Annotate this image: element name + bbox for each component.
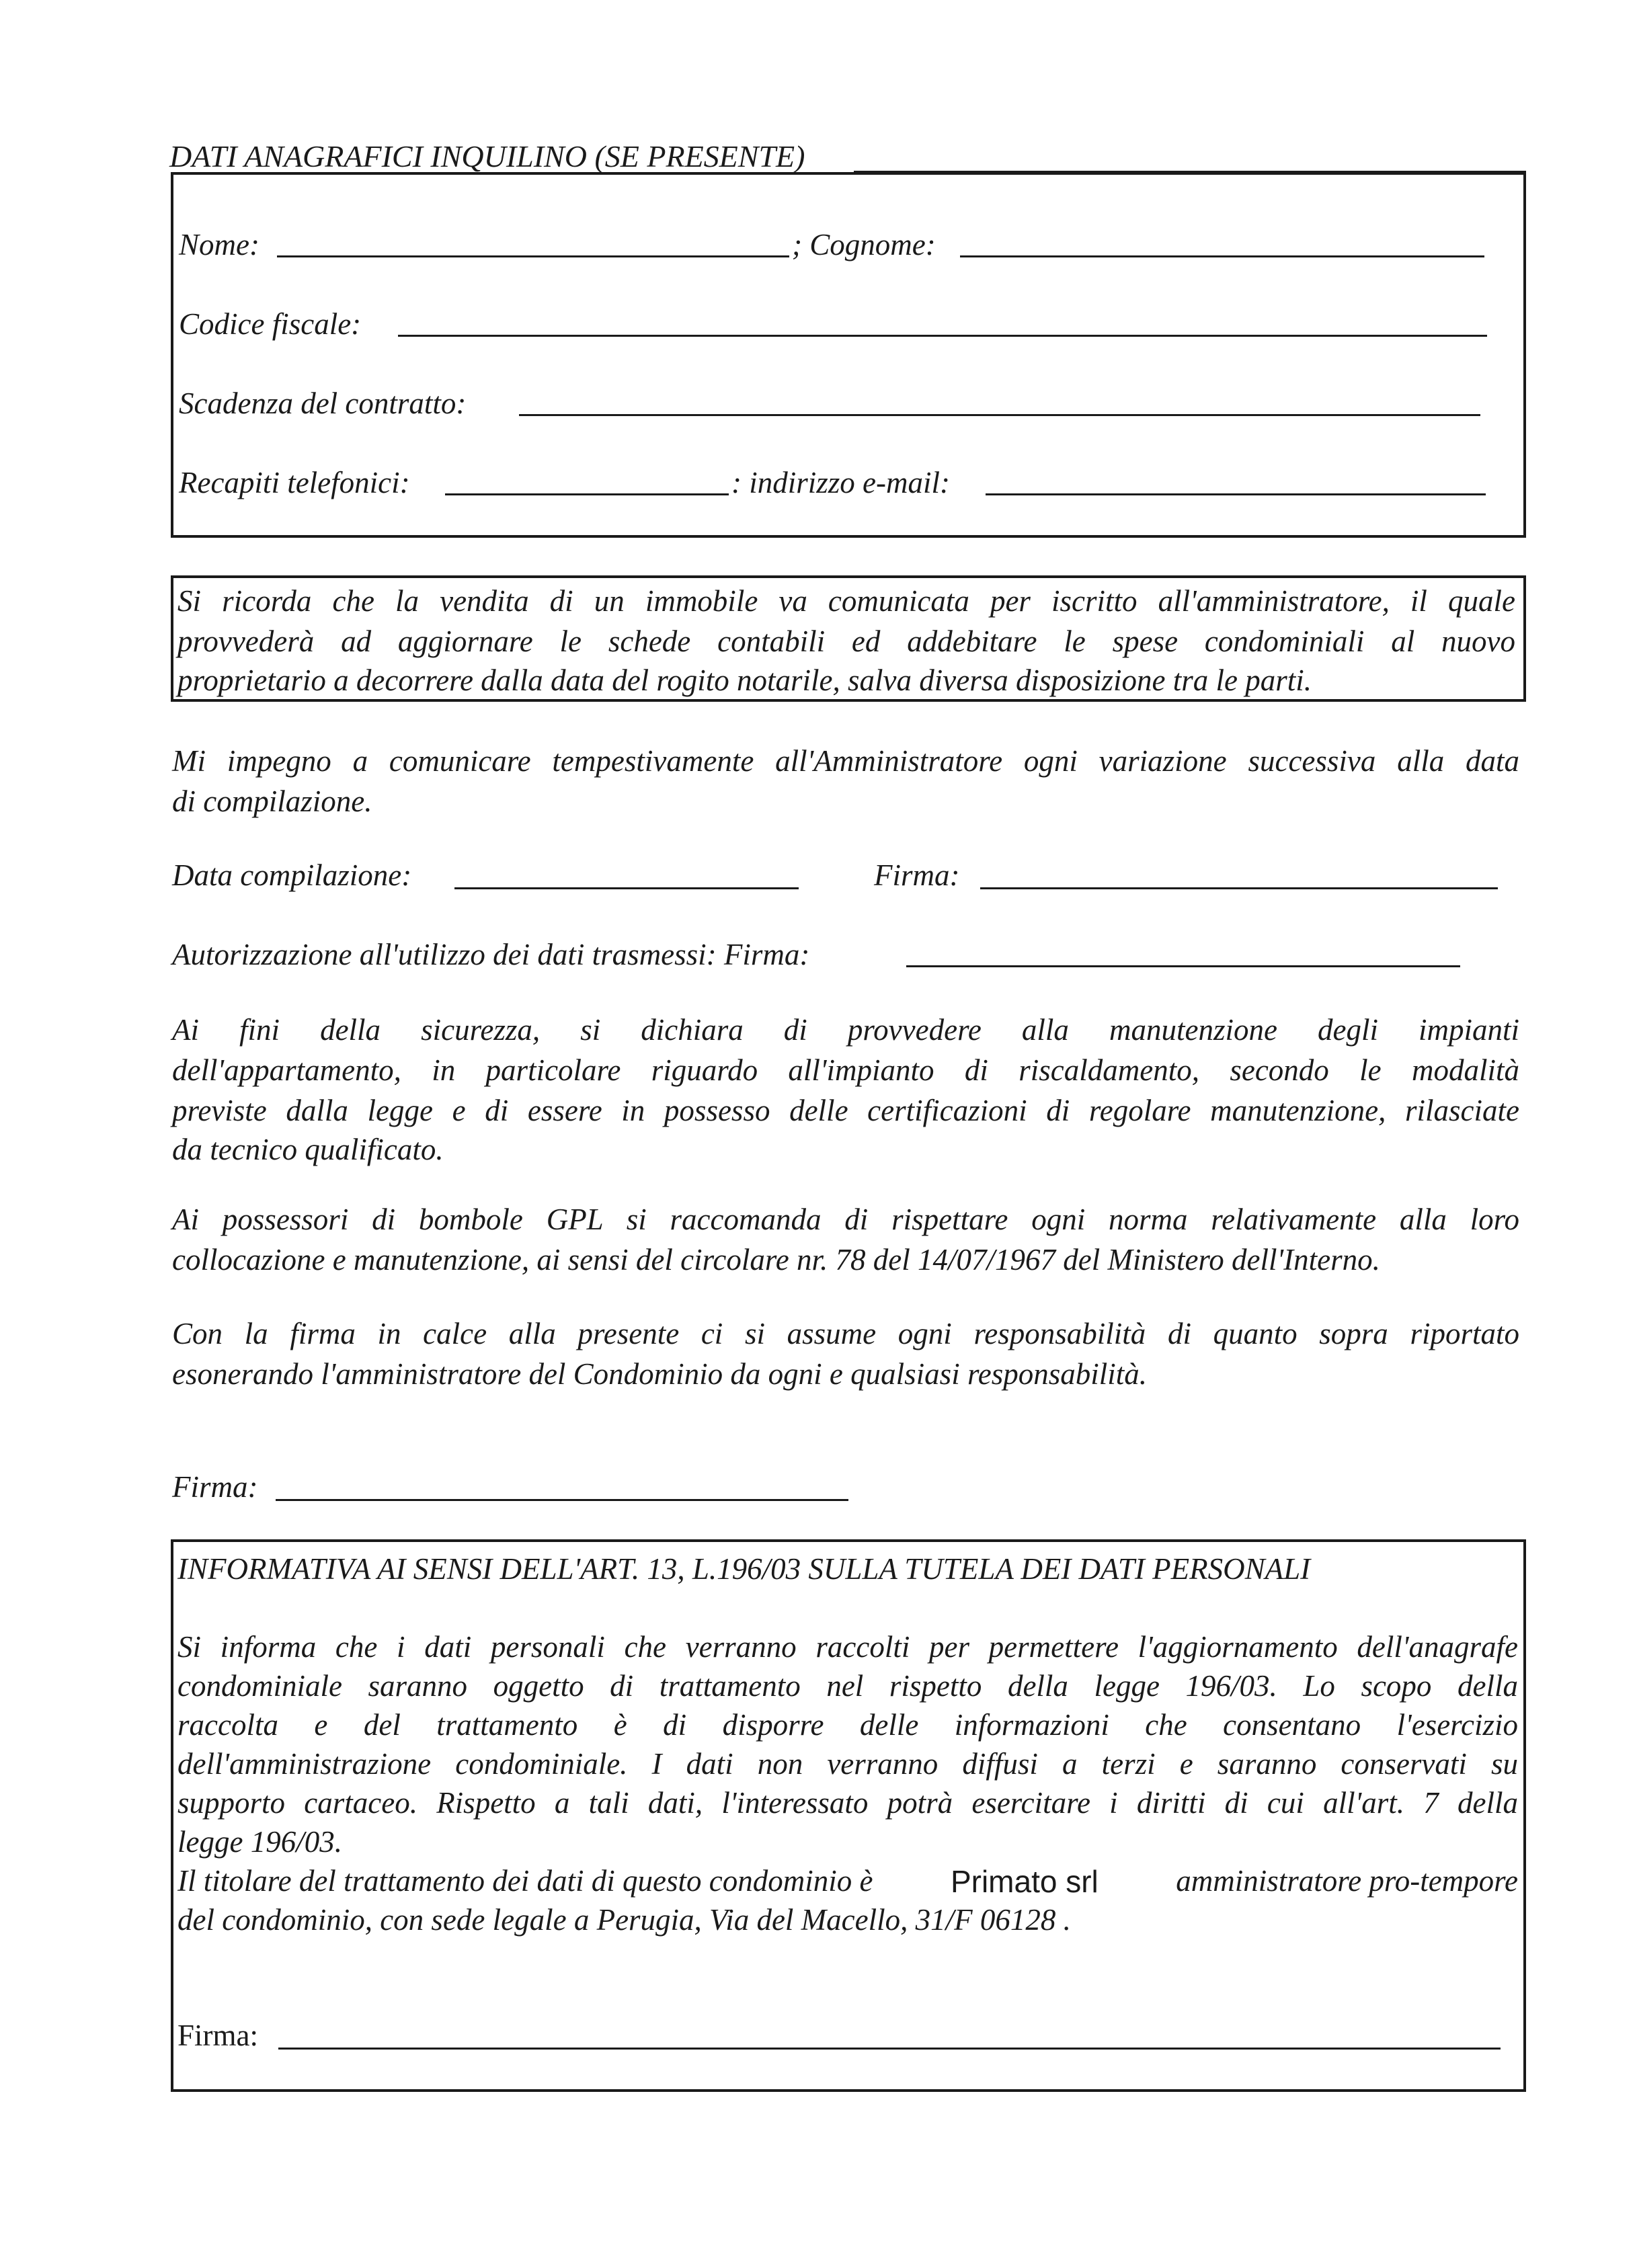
data-compilazione-field[interactable] <box>454 887 799 889</box>
privacy-line: supporto cartaceo. Rispetto a tali dati, l'interessato potrà esercitare i diritti di cui all'art. 7 della <box>177 1786 1518 1820</box>
privacy-titolare-line <box>177 1866 1518 1897</box>
privacy-line: dell'amministrazione condominiale. I dati non verranno diffusi a terzi e saranno conservati su <box>177 1747 1518 1781</box>
nome-field[interactable] <box>277 255 789 257</box>
privacy-heading: INFORMATIVA AI SENSI DELL'ART. 13, L.196/03 SULLA TUTELA DEI DATI PERSONALI <box>177 1552 1311 1586</box>
titolare-prefix: Il titolare del trattamento dei dati di questo condominio è <box>177 1864 881 1898</box>
privacy-line: raccolta e del trattamento è di disporre delle informazioni che consentano l'esercizio <box>177 1708 1518 1742</box>
safety-line: previste dalla legge e di essere in possesso delle certificazioni di regolare manutenzione, rilasciate <box>172 1094 1519 1127</box>
notice-line: Si ricorda che la vendita di un immobile va comunicata per iscritto all'amministratore, il quale <box>177 584 1515 618</box>
scadenza-label: Scadenza del contratto: <box>179 387 467 420</box>
safety-line: dell'appartamento, in particolare riguardo all'impianto di riscaldamento, secondo le modalità <box>172 1053 1519 1087</box>
email-label: : indirizzo e-mail: <box>731 466 950 499</box>
recapiti-label: Recapiti telefonici: <box>179 466 410 499</box>
responsibility-firma-label: Firma: <box>172 1470 258 1504</box>
privacy-line: Si informa che i dati personali che verranno raccolti per permettere l'aggiornamento dell'anagrafe <box>177 1630 1518 1664</box>
email-field[interactable] <box>986 493 1486 495</box>
commitment-firma-field[interactable] <box>980 887 1498 889</box>
cognome-label: ; Cognome: <box>792 228 936 261</box>
privacy-firma-label: Firma: <box>177 2019 258 2052</box>
notice-line: proprietario a decorrere dalla data del rogito notarile, salva diversa disposizione tra le parti. <box>177 663 1312 697</box>
responsibility-firma-field[interactable] <box>276 1499 848 1501</box>
data-compilazione-label: Data compilazione: <box>172 858 412 892</box>
safety-line: Ai fini della sicurezza, si dichiara di provvedere alla manutenzione degli impianti <box>172 1013 1519 1047</box>
tenant-box <box>171 172 1526 538</box>
tenant-heading: DATI ANAGRAFICI INQUILINO (SE PRESENTE) <box>169 139 805 173</box>
privacy-line: del condominio, con sede legale a Perugia, Via del Macello, 31/F 06128 . <box>177 1903 1071 1937</box>
codice-fiscale-field[interactable] <box>398 335 1487 337</box>
gpl-line: Ai possessori di bombole GPL si raccomanda di rispettare ogni norma relativamente alla loro <box>172 1203 1519 1236</box>
recapiti-field[interactable] <box>445 493 729 495</box>
titolare-suffix: amministratore pro-tempore <box>1168 1864 1518 1898</box>
commitment-line: di compilazione. <box>172 784 372 818</box>
gpl-line: collocazione e manutenzione, ai sensi del circolare nr. 78 del 14/07/1967 del Ministero dell'Interno. <box>172 1243 1380 1277</box>
codice-fiscale-label: Codice fiscale: <box>179 307 362 341</box>
notice-line: provvederà ad aggiornare le schede contabili ed addebitare le spese condominiali al nuovo <box>177 624 1515 658</box>
scadenza-field[interactable] <box>519 414 1480 416</box>
autorizzazione-firma-field[interactable] <box>906 965 1460 967</box>
safety-line: da tecnico qualificato. <box>172 1133 444 1166</box>
commitment-firma-label: Firma: <box>874 858 960 892</box>
autorizzazione-label: Autorizzazione all'utilizzo dei dati trasmessi: Firma: <box>172 938 810 971</box>
sale-notice-box <box>171 575 1526 702</box>
commitment-line: Mi impegno a comunicare tempestivamente all'Amministratore ogni variazione successiva alla data <box>172 744 1519 778</box>
titolare-name: Primato srl <box>950 1864 1099 1899</box>
responsibility-line: Con la firma in calce alla presente ci si assume ogni responsabilità di quanto sopra riportato <box>172 1317 1519 1350</box>
privacy-line: condominiale saranno oggetto di trattamento nel rispetto della legge 196/03. Lo scopo della <box>177 1669 1518 1703</box>
privacy-box <box>171 1539 1526 2092</box>
responsibility-line: esonerando l'amministratore del Condominio da ogni e qualsiasi responsabilità. <box>172 1357 1148 1391</box>
nome-label: Nome: <box>179 228 259 261</box>
privacy-line: legge 196/03. <box>177 1825 342 1859</box>
privacy-firma-field[interactable] <box>278 2048 1501 2050</box>
cognome-field[interactable] <box>960 255 1484 257</box>
